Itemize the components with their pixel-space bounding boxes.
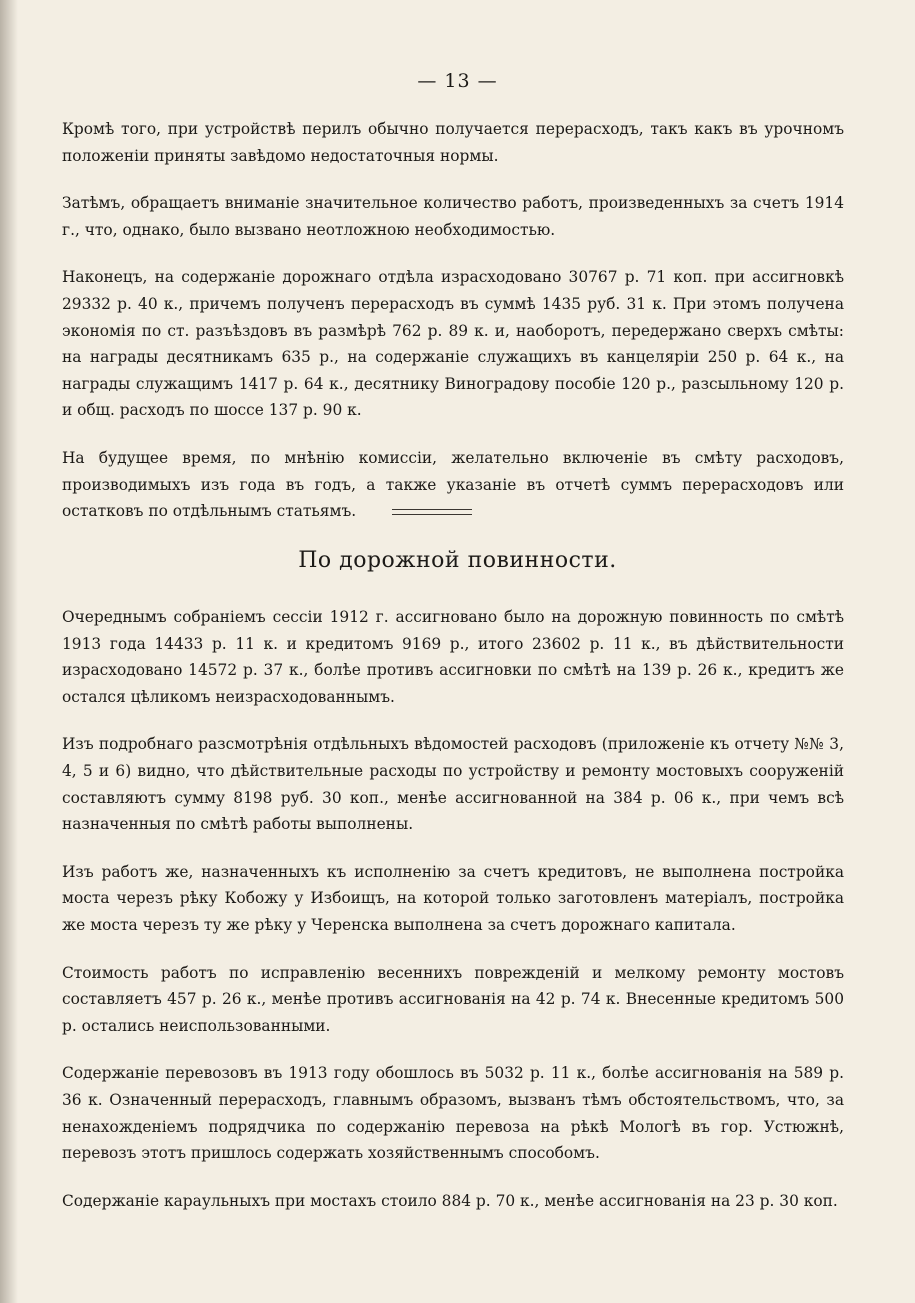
paragraph: Изъ работъ же, назначенныхъ къ исполненiю за счетъ кредитовъ, не выполнена постройка моста черезъ рѣку Кобожу у Избоищъ, на которой только заготовленъ матерiалъ, постройка же моста черезъ ту же рѣку у Черенска выполнена за счетъ дорожнаго капитала.: [62, 862, 844, 934]
paragraph: Содержанiе караульныхъ при мостахъ стоило 884 р. 70 к., менѣе ассигнованiя на 23 р. 30 коп.: [62, 1191, 838, 1210]
book-spine-shadow: [0, 0, 18, 1303]
paragraph: Содержанiе перевозовъ въ 1913 году обошлось въ 5032 р. 11 к., болѣе ассигнованiя на 589 р. 36 к. Означенный перерасходъ, главнымъ образомъ, вызванъ тѣмъ обстоятельствомъ, что, за ненахожденiемъ подрядчика по содержанiю перевоза на рѣкѣ Мологѣ въ гор. Устюжнѣ, перевозъ этотъ пришлось содержать хозяйственнымъ способомъ.: [62, 1064, 844, 1163]
paragraph: Стоимость работъ по исправленiю весеннихъ поврежденiй и мелкому ремонту мостовъ составляетъ 457 р. 26 к., менѣе противъ ассигнованiя на 42 р. 74 к. Внесенные кредитомъ 500 р. остались неиспользованными.: [62, 963, 844, 1035]
section-divider: [392, 509, 472, 515]
text-block-bottom: [62, 604, 844, 1235]
paragraph: На будущее время, по мнѣнiю комиссiи, желательно включенiе въ смѣту расходовъ, производимыхъ изъ года въ годъ, а также указанiе въ отчетѣ суммъ перерасходовъ или остатковъ по отдѣльнымъ статьямъ.: [62, 448, 844, 521]
paragraph: Наконецъ, на содержанiе дорожнаго отдѣла израсходовано 30767 р. 71 коп. при ассигновкѣ 29332 р. 40 к., причемъ полученъ перерасходъ въ суммѣ 1435 руб. 31 к. При этомъ получена экономiя по ст. разъѣздовъ въ размѣрѣ 762 р. 89 к. и, наоборотъ, передержано сверхъ смѣты: на награды десятникамъ 635 р., на содержанiе служащихъ въ канцелярiи 250 р. 64 к., на награды служащимъ 1417 р. 64 к., десятнику Виноградову пособiе 120 р., разсыльному 120 р. и общ. расходъ по шоссе 137 р. 90 к.: [62, 268, 844, 420]
paragraph: Очереднымъ собранiемъ сессiи 1912 г. ассигновано было на дорожную повинность по смѣтѣ 1913 года 14433 р. 11 к. и кредитомъ 9169 р., итого 23602 р. 11 к., въ дѣйствительности израсходовано 14572 р. 37 к., болѣе противъ ассигновки по смѣтѣ на 139 р. 26 к., кредитъ же остался цѣликомъ неизрасходованнымъ.: [62, 608, 844, 706]
page-number: — 13 —: [417, 70, 498, 92]
paragraph: Изъ подробнаго разсмотрѣнiя отдѣльныхъ вѣдомостей расходовъ (приложенiе къ отчету №№ 3, 4, 5 и 6) видно, что дѣйствительные расходы по устройству и ремонту мостовыхъ сооруженiй составляютъ сумму 8198 руб. 30 коп., менѣе ассигнованной на 384 р. 06 к., при чемъ всѣ назначенныя по смѣтѣ работы выполнены.: [62, 735, 844, 834]
text-block-top: [62, 116, 844, 546]
paragraph: Кромѣ того, при устройствѣ перилъ обычно получается перерасходъ, такъ какъ въ урочномъ положенiи приняты завѣдомо недостаточныя нормы.: [62, 120, 844, 165]
paragraph: Затѣмъ, обращаетъ вниманiе значительное количество работъ, произведенныхъ за счетъ 1914 г., что, однако, было вызвано неотложною необходимостью.: [62, 194, 844, 239]
section-heading: По дорожной повинности.: [298, 548, 617, 573]
